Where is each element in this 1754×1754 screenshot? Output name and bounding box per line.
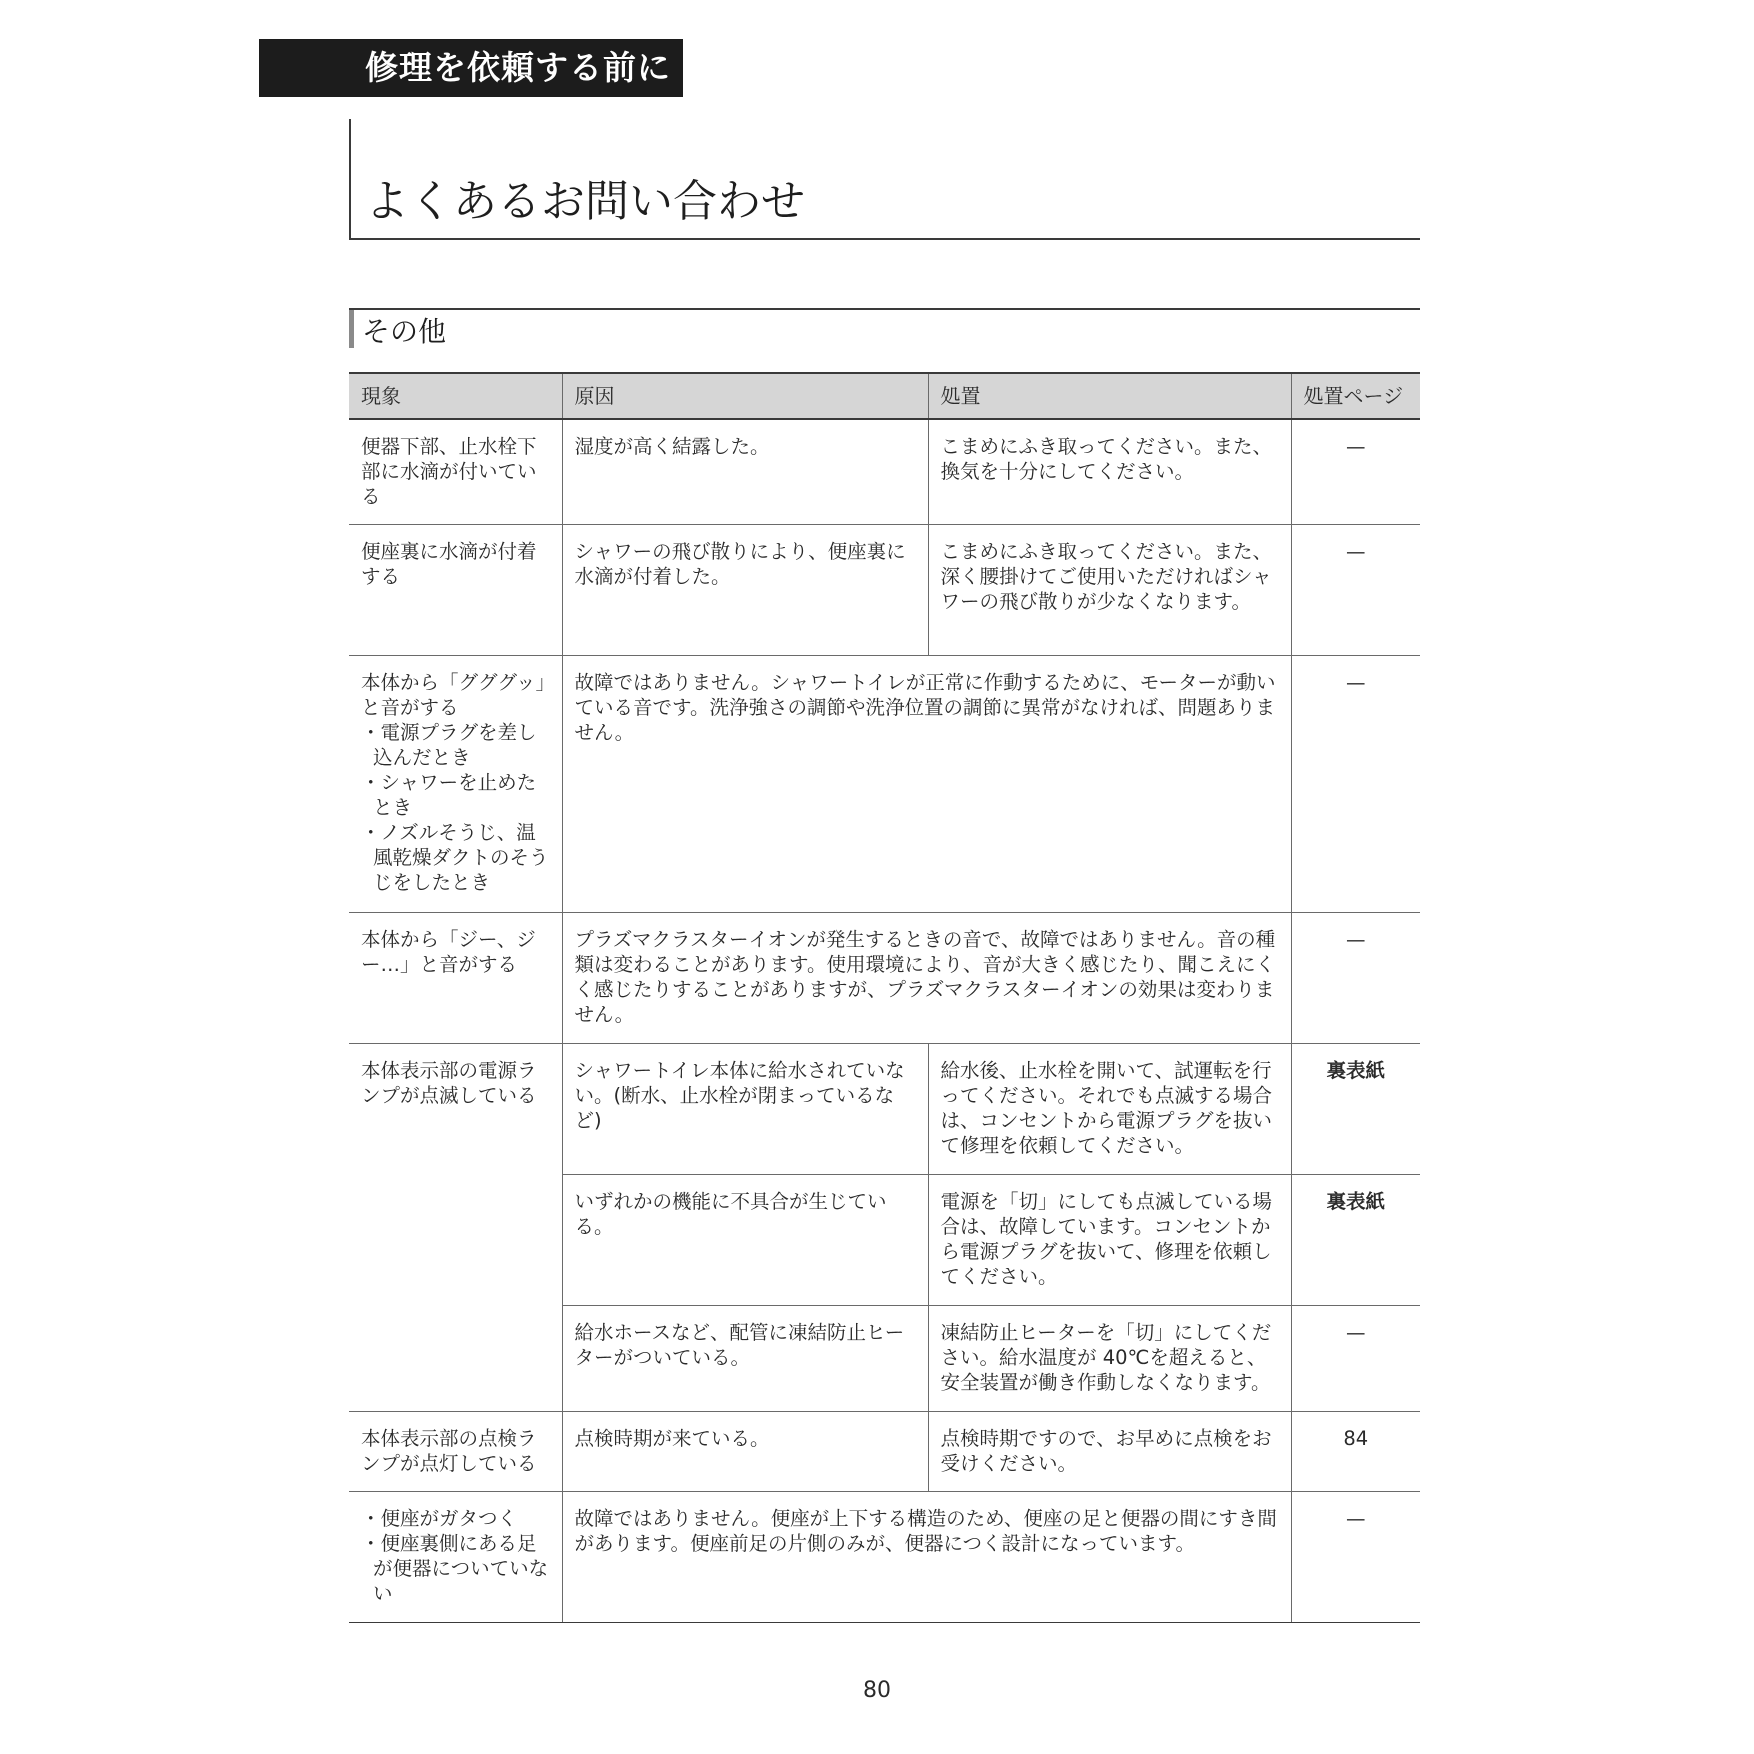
header-symptom: 現象 (349, 373, 562, 419)
table-row (349, 1411, 1420, 1491)
table-row (349, 524, 1420, 655)
symptom-bullet-list (361, 1506, 550, 1606)
symptom-cell: 便器下部、止水栓下部に水滴が付いている (349, 419, 562, 524)
table-row (349, 419, 1420, 524)
symptom-cell: 本体から「ジー、ジー…」と音がする (349, 912, 562, 1043)
cause-cell: 点検時期が来ている。 (562, 1411, 928, 1491)
page-ref-cell: — (1291, 655, 1420, 912)
page-ref-cell: 裏表紙 (1291, 1174, 1420, 1305)
symptom-cell: 便座裏に水滴が付着する (349, 524, 562, 655)
symptom-cell (349, 1491, 562, 1622)
action-cell: こまめにふき取ってください。また、深く腰掛けてご使用いただければシャワーの飛び散りが少なくなります。 (928, 524, 1291, 655)
page-ref-cell: — (1291, 912, 1420, 1043)
action-cell: 電源を「切」にしても点滅している場合は、故障しています。コンセントから電源プラグを抜いて、修理を依頼してください。 (928, 1174, 1291, 1305)
action-cell: 点検時期ですので、お早めに点検をお受けください。 (928, 1411, 1291, 1491)
cause-action-cell: 故障ではありません。シャワートイレが正常に作動するために、モーターが動いている音です。洗浄強さの調節や洗浄位置の調節に異常がなければ、問題ありません。 (562, 655, 1291, 912)
page-ref-cell: 裏表紙 (1291, 1043, 1420, 1174)
cause-cell: いずれかの機能に不具合が生じている。 (562, 1174, 928, 1305)
cause-cell: 湿度が高く結露した。 (562, 419, 928, 524)
table-row (349, 1491, 1420, 1622)
page-number: 80 (863, 1678, 891, 1703)
symptom-text: 本体から「グググッ」と音がする (361, 670, 546, 719)
title-underline (349, 238, 1420, 240)
cause-action-cell: 故障ではありません。便座が上下する構造のため、便座の足と便器の間にすき間があります。便座前足の片側のみが、便器につく設計になっています。 (562, 1491, 1291, 1622)
page-ref-cell: — (1291, 1491, 1420, 1622)
cause-cell: 給水ホースなど、配管に凍結防止ヒーターがついている。 (562, 1305, 928, 1411)
faq-table (349, 372, 1420, 1623)
section-rule (349, 308, 1420, 310)
page-ref-cell: — (1291, 524, 1420, 655)
action-cell: こまめにふき取ってください。また、換気を十分にしてください。 (928, 419, 1291, 524)
symptom-cell: 本体表示部の電源ランプが点滅している (349, 1043, 562, 1411)
section-title: その他 (362, 315, 447, 348)
section-tab: 修理を依頼する前に (259, 39, 683, 97)
list-item: ・便座がガタつく (361, 1506, 518, 1530)
symptom-bullet-list (361, 720, 550, 895)
cause-action-cell: プラズマクラスターイオンが発生するときの音で、故障ではありません。音の種類は変わることがあります。使用環境により、音が大きく感じたり、聞こえにくく感じたりすることがありますが、プラズマクラスターイオンの効果は変わりません。 (562, 912, 1291, 1043)
page-ref-cell: — (1291, 419, 1420, 524)
page-ref-cell: 84 (1291, 1411, 1420, 1491)
table-row (349, 912, 1420, 1043)
table-row (349, 655, 1420, 912)
symptom-cell (349, 655, 562, 912)
list-item: ・シャワーを止めたとき (361, 770, 537, 819)
header-action: 処置 (928, 373, 1291, 419)
symptom-cell: 本体表示部の点検ランプが点灯している (349, 1411, 562, 1491)
page-title: よくあるお問い合わせ (365, 176, 805, 227)
list-item: ・便座裏側にある足が便器についていない (361, 1531, 549, 1605)
header-cause: 原因 (562, 373, 928, 419)
action-cell: 凍結防止ヒーターを「切」にしてください。給水温度が 40℃を超えると、安全装置が働き作動しなくなります。 (928, 1305, 1291, 1411)
header-page: 処置ページ (1291, 373, 1420, 419)
cause-cell: シャワートイレ本体に給水されていない。(断水、止水栓が閉まっているなど) (562, 1043, 928, 1174)
list-item: ・ノズルそうじ、温風乾燥ダクトのそうじをしたとき (361, 820, 549, 894)
action-cell: 給水後、止水栓を開いて、試運転を行ってください。それでも点滅する場合は、コンセントから電源プラグを抜いて修理を依頼してください。 (928, 1043, 1291, 1174)
cause-cell: シャワーの飛び散りにより、便座裏に水滴が付着した。 (562, 524, 928, 655)
page-ref-cell: — (1291, 1305, 1420, 1411)
title-side-rule (349, 119, 351, 240)
table-row (349, 1043, 1420, 1174)
section-marker (349, 310, 354, 348)
table-header-row (349, 373, 1420, 419)
list-item: ・電源プラグを差し込んだとき (361, 720, 537, 769)
